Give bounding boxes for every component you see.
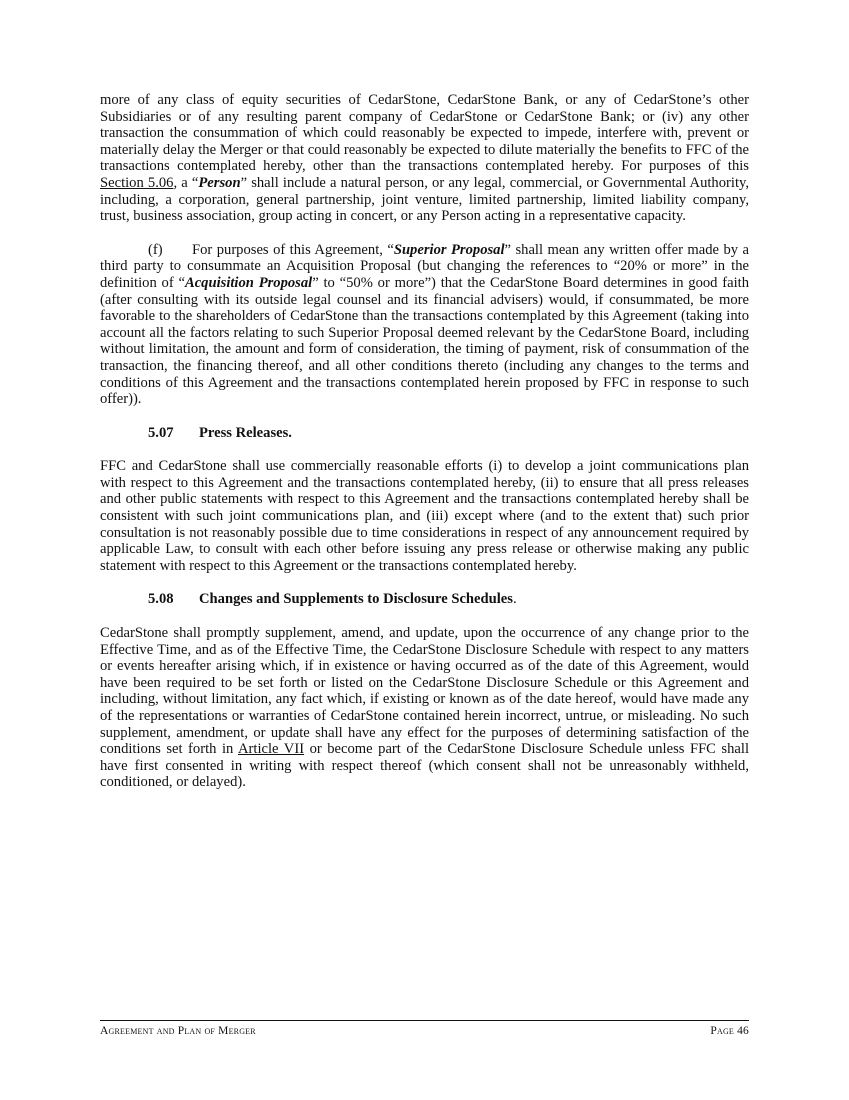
section-5-06-reference[interactable]: Section 5.06 [100, 174, 174, 191]
defined-term-person: Person [198, 174, 241, 191]
defined-term-superior-proposal: Superior Proposal [393, 241, 505, 258]
paragraph-acquisition-proposal-continued: more of any class of equity securities of CedarStone, CedarStone Bank, or any of CedarStone’s other Subsidiaries or of any resulting parent company of CedarStone or CedarStone Bank; or (iv) any other transaction the consummation of which could reasonably be expected to impede, interfere with, prevent or materially delay the Merger or that could reasonably be expected to dilute materially the benefits to FFC of the transactions contemplated hereby, other than the transactions contemplated hereby. For purposes of this Section 5.06, a “Person” shall include a natural person, or any legal, commercial, or Governmental Authority, including, a corporation, general partnership, joint venture, limited partnership, limited liability company, trust, business association, group acting in concert, or any Person acting in a representative capacity. [100, 92, 749, 225]
section-number: 5.07 [148, 424, 174, 441]
section-number: 5.08 [148, 591, 174, 608]
subsection-label: (f) [148, 241, 163, 258]
footer-page-indicator: Page 46 [710, 1025, 749, 1037]
section-title: Press Releases. [199, 424, 292, 441]
footer-page-number: 46 [737, 1025, 749, 1037]
section-title-period: . [512, 591, 517, 608]
article-vii-reference[interactable]: Article VII [238, 741, 305, 758]
defined-term-acquisition-proposal: Acquisition Proposal [184, 274, 313, 291]
section-title: Changes and Supplements to Disclosure Schedules [199, 591, 513, 608]
footer-document-title: Agreement and Plan of Merger [100, 1025, 256, 1037]
section-5-08-body: CedarStone shall promptly supplement, amend, and update, upon the occurrence of any change prior to the Effective Time, and as of the Effective Time, the CedarStone Disclosure Schedule with respect to any matters or events hereafter arising which, if in existence or having occurred as of the date of this Agreement, would have been required to be set forth or listed on the CedarStone Disclosure Schedule or this Agreement and including, without limitation, any fact which, if existing or known as of the date hereof, would have made any of the representations or warranties of CedarStone contained herein incorrect, untrue, or misleading. No such supplement, amendment, or update shall have any effect for the purposes of determining satisfaction of the conditions set forth in Article VII or become part of the CedarStone Disclosure Schedule unless FFC shall have first consented in writing with respect thereof (which consent shall not be unreasonably withheld, conditioned, or delayed). [100, 625, 749, 791]
document-page [100, 92, 749, 791]
section-5-08-heading [148, 591, 749, 608]
paragraph-superior-proposal: (f) For purposes of this Agreement, “Superior Proposal” shall mean any written offer made by a third party to consummate an Acquisition Proposal (but changing the references to “20% or more” in the definition of “Acquisition Proposal” to “50% or more”) that the CedarStone Board determines in good faith (after consulting with its outside legal counsel and its financial advisers) would, if consummated, be more favorable to the shareholders of CedarStone than the transactions contemplated by this Agreement (taking into account all the factors relating to such Superior Proposal deemed relevant by the CedarStone Board, including without limitation, the amount and form of consideration, the timing of payment, risk of consummation of the transaction, the financing thereof, and all other conditions thereto (including any changes to the terms and conditions of this Agreement and the transactions contemplated herein proposed by FFC in response to such offer)). [100, 241, 749, 408]
page-footer [100, 1020, 749, 1038]
section-5-07-heading [148, 425, 749, 442]
section-5-07-body: FFC and CedarStone shall use commercially reasonable efforts (i) to develop a joint communications plan with respect to this Agreement and the transactions contemplated hereby, (ii) to ensure that all press releases and other public statements with respect to this Agreement and the transactions contemplated hereby shall be consistent with such joint communications plan, and (iii) except where (and to the extent that) such prior consultation is not reasonably possible due to time considerations in respect of any announcement required by applicable Law, to consult with each other before issuing any press release or otherwise making any public statement with respect to this Agreement or the transactions contemplated hereby. [100, 458, 749, 574]
